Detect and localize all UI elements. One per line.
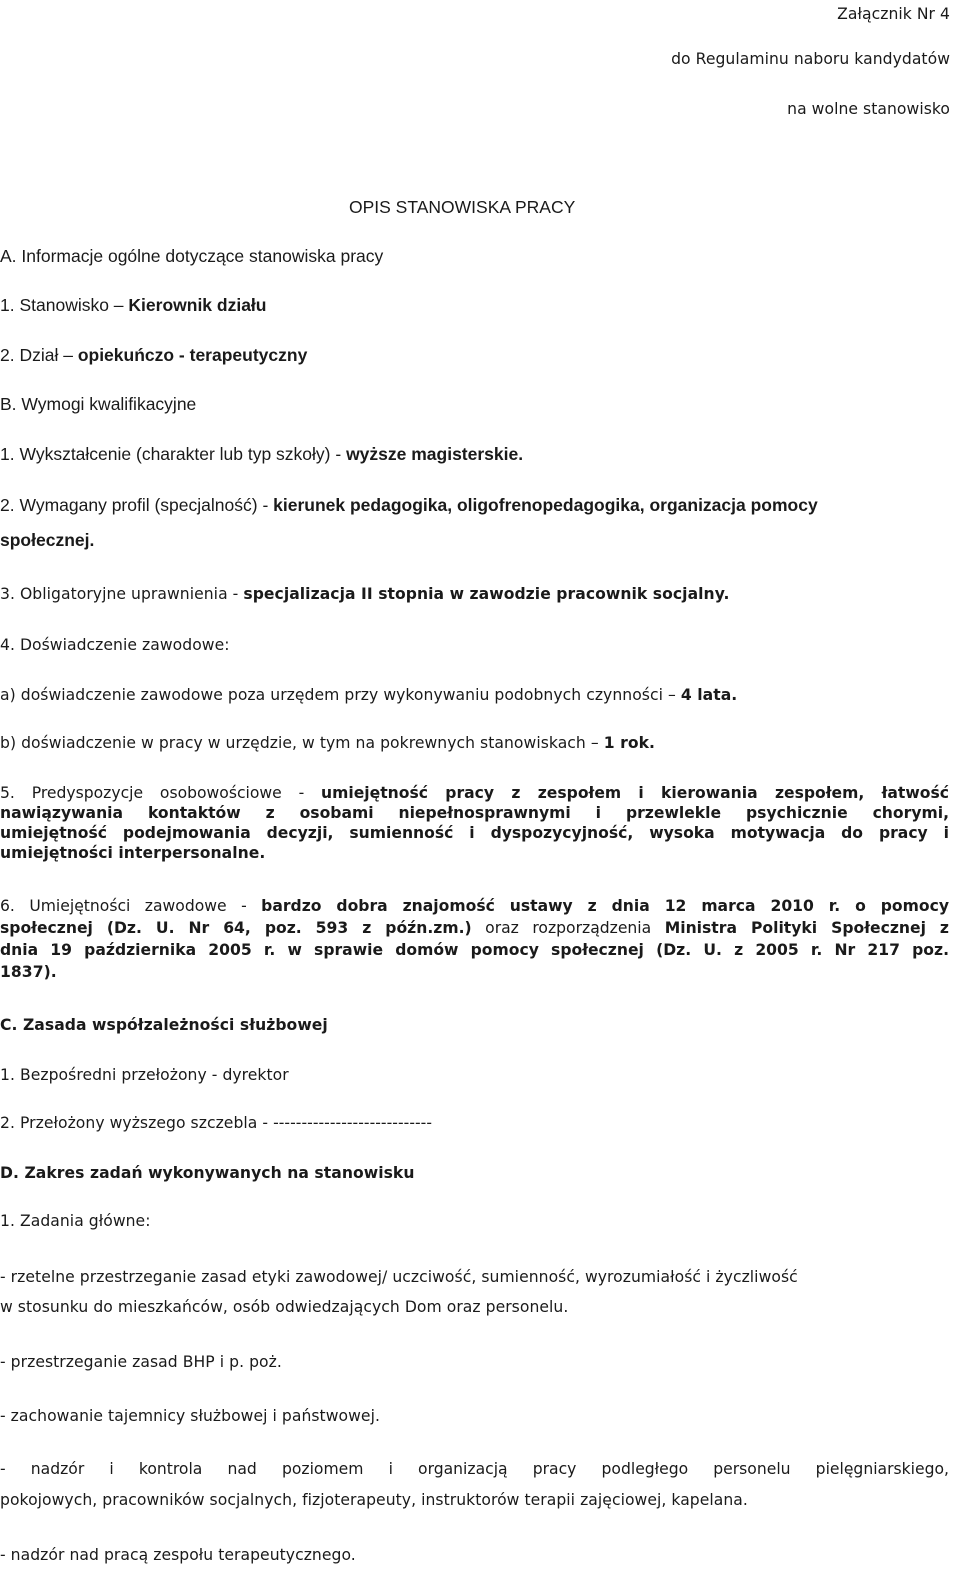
item-label: 3. Obligatoryjne uprawnienia - [0, 585, 244, 603]
section-b-item-6-line-1 [0, 896, 949, 916]
header-line-2: do Regulaminu naboru kandydatów [671, 50, 950, 68]
item-value: bardzo dobra znajomość ustawy z dnia 12 marca 2010 r. o pomocy [261, 897, 949, 915]
section-b-item-5-line-3 [0, 823, 949, 843]
item-value: specjalizacja II stopnia w zawodzie pracownik socjalny. [243, 585, 730, 603]
header-line-1: Załącznik Nr 4 [837, 5, 950, 23]
item-label: 1. Wykształcenie (charakter lub typ szkoły) - [0, 444, 347, 464]
item-value: dnia 19 października 2005 r. w sprawie domów pomocy społecznej (Dz. U. z 2005 r. Nr 217 poz. [0, 941, 949, 959]
section-b-item-2-cont [0, 529, 94, 551]
heading-text: D. Zakres zadań wykonywanych na stanowisku [0, 1164, 415, 1182]
section-b-item-5-line-1 [0, 783, 949, 803]
section-a-item-1 [0, 294, 266, 316]
section-b-item-6-line-4 [0, 962, 57, 982]
section-c-item-2: 2. Przełożony wyższego szczebla - ---------------------------- [0, 1114, 433, 1132]
item-value: 1837). [0, 963, 57, 981]
section-a-heading: A. Informacje ogólne dotyczące stanowiska pracy [0, 246, 384, 266]
section-b-item-2 [0, 494, 818, 516]
item-value: nawiązywania kontaktów z osobami niepełnosprawnymi i przewlekle psychicznie chorymi, [0, 804, 949, 822]
section-b-heading: B. Wymogi kwalifikacyjne [0, 394, 197, 414]
task-1-line-2: w stosunku do mieszkańców, osób odwiedzających Dom oraz personelu. [0, 1298, 569, 1316]
item-value: 4 lata. [680, 686, 738, 704]
task-5: - nadzór nad pracą zespołu terapeutycznego. [0, 1546, 356, 1564]
task-4-line-1: - nadzór i kontrola nad poziomem i organizacją pracy podległego personelu pielęgniarskiego, [0, 1460, 949, 1478]
section-a-item-2 [0, 344, 307, 366]
section-b-item-6-line-3 [0, 940, 949, 960]
section-b-item-4b [0, 732, 655, 754]
item-label: 6. Umiejętności zawodowe - [0, 897, 262, 915]
item-value: umiejętności interpersonalne. [0, 844, 266, 862]
section-b-item-4: 4. Doświadczenie zawodowe: [0, 636, 230, 654]
item-label: 2. Wymagany profil (specjalność) - [0, 495, 274, 515]
document-title: OPIS STANOWISKA PRACY [349, 197, 576, 217]
item-value: opiekuńczo - terapeutyczny [77, 345, 308, 365]
section-d-heading [0, 1162, 415, 1184]
item-label: a) doświadczenie zawodowe poza urzędem przy wykonywaniu podobnych czynności – [0, 686, 681, 704]
item-value: Kierownik działu [128, 295, 267, 315]
item-value: kierunek pedagogika, oligofrenopedagogika, organizacja pomocy [273, 495, 818, 515]
section-b-item-5-line-4 [0, 843, 265, 863]
section-c-heading [0, 1014, 328, 1036]
task-1-line-1: - rzetelne przestrzeganie zasad etyki zawodowej/ uczciwość, sumienność, wyrozumiałość i życzliwość [0, 1268, 798, 1286]
section-b-item-5-line-2 [0, 803, 949, 823]
header-line-3: na wolne stanowisko [787, 100, 950, 118]
item-value: Ministra Polityki Społecznej z [664, 919, 949, 937]
item-value: społecznej. [0, 530, 95, 550]
task-2: - przestrzeganie zasad BHP i p. poż. [0, 1353, 282, 1371]
section-d-item-1: 1. Zadania główne: [0, 1212, 151, 1230]
section-b-item-1 [0, 443, 523, 465]
item-value: 1 rok. [603, 734, 655, 752]
heading-text: C. Zasada współzależności służbowej [0, 1016, 328, 1034]
item-value: społecznej (Dz. U. Nr 64, poz. 593 z późn.zm.) [0, 919, 472, 937]
item-text: oraz rozporządzenia [471, 919, 665, 937]
item-value: umiejętność pracy z zespołem i kierowania zespołem, łatwość [321, 784, 949, 802]
task-4-line-2: pokojowych, pracowników socjalnych, fizjoterapeuty, instruktorów terapii zajęciowej, kapelana. [0, 1491, 748, 1509]
section-b-item-3 [0, 583, 729, 605]
item-label: 1. Stanowisko – [0, 295, 129, 315]
item-value: wyższe magisterskie. [346, 444, 524, 464]
item-label: 5. Predyspozycje osobowościowe - [0, 784, 322, 802]
section-c-item-1: 1. Bezpośredni przełożony - dyrektor [0, 1066, 289, 1084]
item-label: 2. Dział – [0, 345, 78, 365]
section-b-item-6-line-2 [0, 918, 949, 938]
section-b-item-4a [0, 684, 737, 706]
item-value: umiejętność podejmowania decyzji, sumienność i dyspozycyjność, wysoka motywacja do pracy i [0, 824, 949, 842]
item-label: b) doświadczenie w pracy w urzędzie, w tym na pokrewnych stanowiskach – [0, 734, 604, 752]
task-3: - zachowanie tajemnicy służbowej i państwowej. [0, 1407, 380, 1425]
